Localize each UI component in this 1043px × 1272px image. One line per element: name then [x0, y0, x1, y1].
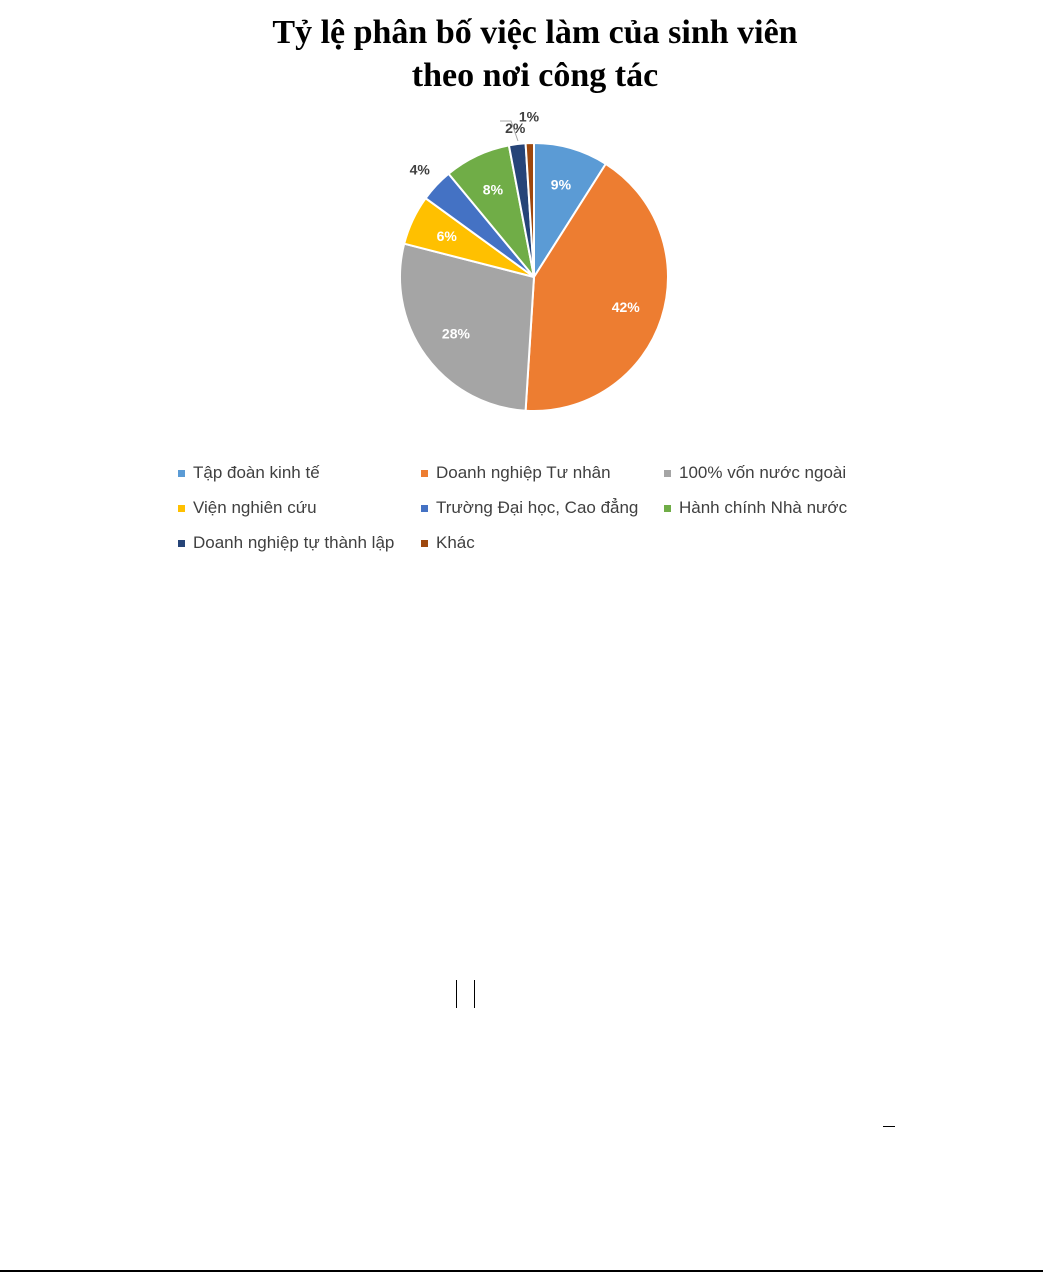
data-label-hanh-chinh-nha-nuoc: 8%	[482, 181, 504, 198]
data-label-doanh-nghiep-tu-thanh-lap: 2%	[505, 120, 526, 137]
data-label-100-von-nuoc-ngoai: 28%	[441, 325, 470, 342]
vertical-rule-right	[474, 980, 475, 1008]
pie-chart	[380, 100, 700, 430]
data-label-truong-dai-hoc-cao-dang: 4%	[409, 161, 430, 178]
legend-item-hanh-chinh-nha-nuoc	[664, 498, 847, 518]
legend-swatch	[664, 470, 671, 477]
legend-item-doanh-nghiep-tu-thanh-lap	[178, 533, 394, 553]
data-label-vien-nghien-cuu: 6%	[436, 227, 457, 244]
legend-swatch	[421, 470, 428, 477]
legend-item-100-von-nuoc-ngoai	[664, 463, 846, 483]
legend-label: Viện nghiên cứu	[193, 498, 317, 517]
legend-label: Doanh nghiệp Tư nhân	[436, 463, 611, 482]
legend-swatch	[178, 505, 185, 512]
legend-label: Khác	[436, 533, 475, 552]
legend-swatch	[421, 505, 428, 512]
legend-label: 100% vốn nước ngoài	[679, 463, 847, 482]
legend-item-tap-doan-kinh-te	[178, 463, 320, 483]
legend-item-khac	[421, 533, 475, 553]
data-label-doanh-nghiep-tu-nhan: 42%	[611, 298, 640, 315]
data-label-tap-doan-kinh-te: 9%	[550, 176, 572, 193]
legend-swatch	[421, 540, 428, 547]
legend-swatch	[178, 470, 185, 477]
legend-swatch	[178, 540, 185, 547]
vertical-rule-left	[456, 980, 457, 1008]
legend-item-vien-nghien-cuu	[178, 498, 317, 518]
short-dash-mark	[883, 1126, 895, 1127]
legend-label: Tập đoàn kinh tế	[193, 463, 320, 482]
legend-item-doanh-nghiep-tu-nhan	[421, 463, 611, 483]
chart-title-line-1: Tỷ lệ phân bố việc làm của sinh viên	[272, 14, 798, 51]
legend-item-truong-dai-hoc-cao-dang	[421, 498, 638, 518]
data-label-khac: 1%	[518, 108, 540, 125]
chart-title-line-2: theo nơi công tác	[411, 57, 659, 94]
legend-label: Hành chính Nhà nước	[679, 498, 848, 517]
legend-label: Doanh nghiệp tự thành lập	[193, 533, 395, 552]
legend-label: Trường Đại học, Cao đẳng	[436, 498, 639, 517]
legend-swatch	[664, 505, 671, 512]
